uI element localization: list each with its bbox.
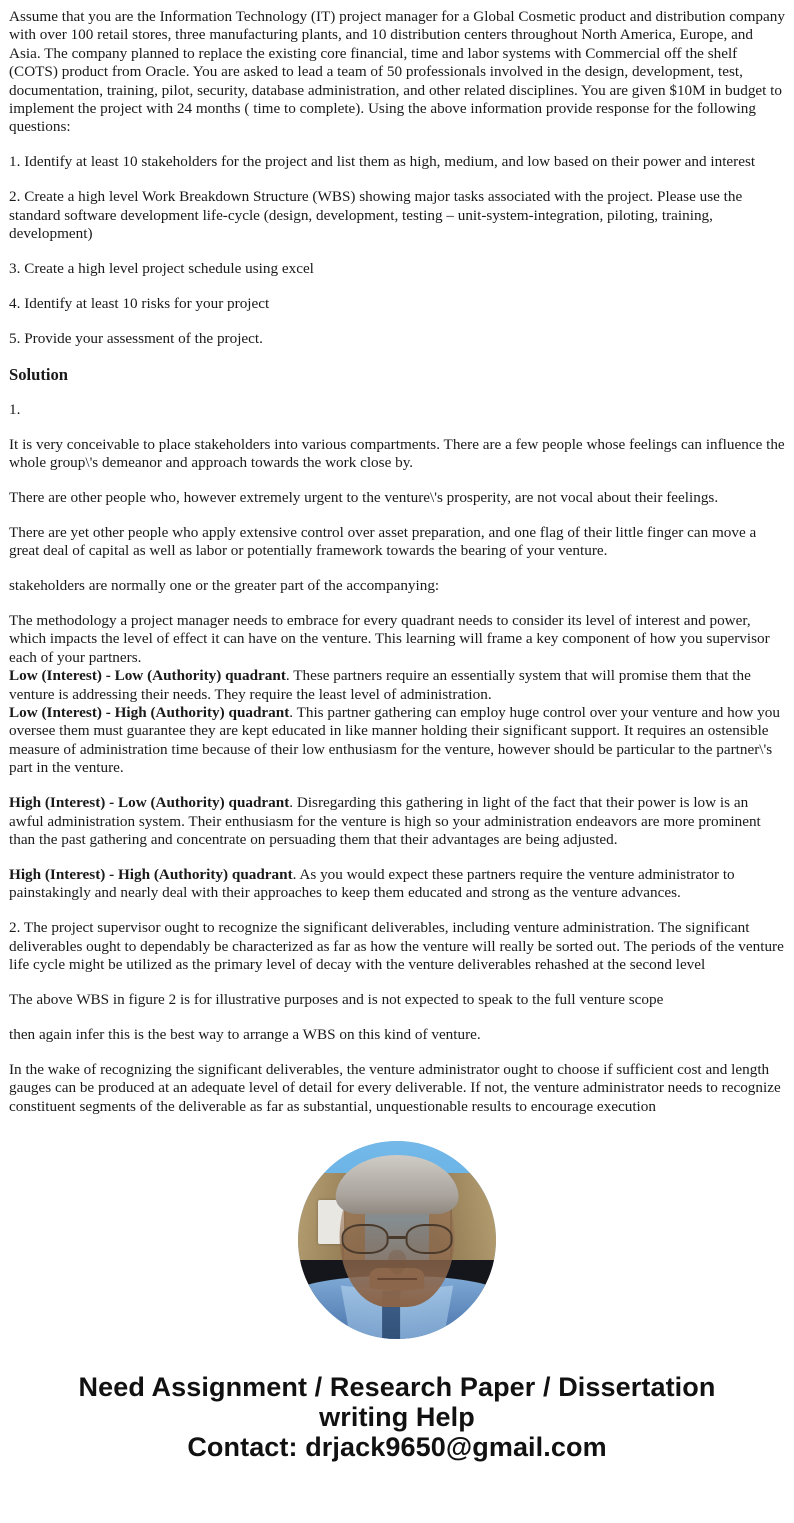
quadrant-high-low: [9, 794, 785, 849]
question-item-4: 4. Identify at least 10 risks for your project: [9, 294, 270, 312]
avatar: [298, 1141, 496, 1339]
quadrant-high-high-text: . As you would expect these partners require the venture administrator to painstakingly and nearly deal with their approaches to keep them educated and strong as the venture advances.: [9, 865, 735, 902]
quadrant-high-low-text: . Disregarding this gathering in light of the fact that their power is low is an awful administration system. Their enthusiasm for the venture is high so your administration endeavors are more prominent than the past gathering and concentrate on persuading them that their advantages are being adjusted.: [9, 794, 761, 848]
solution-paragraph-2: There are other people who, however extremely urgent to the venture\'s prosperity, are not vocal about their feelings.: [9, 488, 719, 506]
promo-footer: [0, 1356, 794, 1462]
quadrant-low-low-label: Low (Interest) - Low (Authority) quadrant: [9, 667, 286, 685]
avatar-lens-left: [342, 1224, 389, 1254]
quadrant-low-high-label: Low (Interest) - High (Authority) quadrant: [9, 704, 290, 722]
quadrant-low-high: [9, 704, 785, 778]
avatar-nose: [388, 1250, 406, 1274]
solution-item-number: 1.: [9, 400, 21, 418]
question-item-5: 5. Provide your assessment of the project.: [9, 329, 263, 347]
wbs-arrangement-paragraph: then again infer this is the best way to arrange a WBS on this kind of venture.: [9, 1025, 481, 1043]
solution-item-2-paragraph: 2. The project supervisor ought to recognize the significant deliverables, including venture administration. The significant deliverables ought to dependably be characterized as far as how the venture will really be sorted out. The periods of the venture life cycle might be utilized as the primary level of decay with the venture deliverables rehashed at the second level: [9, 919, 784, 974]
avatar-mouth: [377, 1278, 417, 1281]
promo-contact-line: Contact: drjack9650@gmail.com: [187, 1432, 607, 1462]
quadrant-low-high-text: . This partner gathering can employ huge control over your venture and how you oversee them must guarantee they are kept educated in like manner holding their significant support. It requires an ostensible measure of administration time because of their low enthusiasm for the venture, however should be particular to the partner\'s part in the venture.: [9, 704, 780, 777]
solution-paragraph-5: The methodology a project manager needs to embrace for every quadrant needs to consider its level of interest and power, which impacts the level of effect it can have on the venture. This learning will frame a key component of how you supervisor each of your partners.: [9, 612, 770, 666]
scenario-paragraph: Assume that you are the Information Technology (IT) project manager for a Global Cosmetic product and distribution company with over 100 retail stores, three manufacturing plants, and 10 distribution centers throughout North America, Europe, and Asia. The company planned to replace the existing core financial, time and labor systems with Commercial off the shelf (COTS) product from Oracle. You are asked to lead a team of 50 professionals involved in the design, development, test, documentation, training, pilot, security, database administration, and other related disciplines. You are given $10M in budget to implement the project with 24 months ( time to complete). Using the above information provide response for the following questions:: [9, 8, 785, 136]
avatar-glasses-bridge: [388, 1236, 406, 1239]
avatar-lens-right: [406, 1224, 453, 1254]
solution-paragraph-1: It is very conceivable to place stakeholders into various compartments. There are a few people whose feelings can influence the whole group\'s demeanor and approach towards the work close by.: [9, 435, 785, 471]
quadrant-high-high-label: High (Interest) - High (Authority) quadrant: [9, 865, 293, 883]
avatar-section: [0, 1124, 794, 1356]
question-item-3: 3. Create a high level project schedule using excel: [9, 259, 314, 277]
question-item-2: 2. Create a high level Work Breakdown Structure (WBS) showing major tasks associated with the project. Please use the standard software development life-cycle (design, development, testing – unit-system-integration, piloting, training, development): [9, 188, 743, 243]
quadrant-low-low: [9, 667, 785, 704]
article-body: [0, 8, 794, 1116]
quadrant-high-low-label: High (Interest) - Low (Authority) quadrant: [9, 794, 290, 812]
wbs-note-paragraph: The above WBS in figure 2 is for illustrative purposes and is not expected to speak to the full venture scope: [9, 990, 664, 1008]
promo-line-2: writing Help: [319, 1402, 475, 1432]
solution-heading: Solution: [9, 364, 69, 384]
solution-paragraph-3: There are yet other people who apply extensive control over asset preparation, and one flag of their little finger can move a great deal of capital as well as labor or potentially framework towards the bearing of your venture.: [9, 523, 757, 560]
solution-paragraph-4: stakeholders are normally one or the greater part of the accompanying:: [9, 577, 440, 595]
promo-line-1: Need Assignment / Research Paper / Dissertation: [78, 1372, 716, 1402]
quadrant-high-high: [9, 866, 785, 903]
deliverables-paragraph: In the wake of recognizing the significant deliverables, the venture administrator ought to choose if sufficient cost and length gauges can be produced at an adequate level of detail for every deliverable. If not, the venture administrator needs to recognize constituent segments of the deliverable as far as substantial, unquestionable results to encourage execution: [9, 1060, 781, 1115]
question-item-1: 1. Identify at least 10 stakeholders for the project and list them as high, medium, and low based on their power and interest: [9, 153, 756, 171]
quadrant-low-low-text: . These partners require an essentially system that will promise them that the venture is addressing their needs. They require the least level of administration.: [9, 667, 751, 703]
